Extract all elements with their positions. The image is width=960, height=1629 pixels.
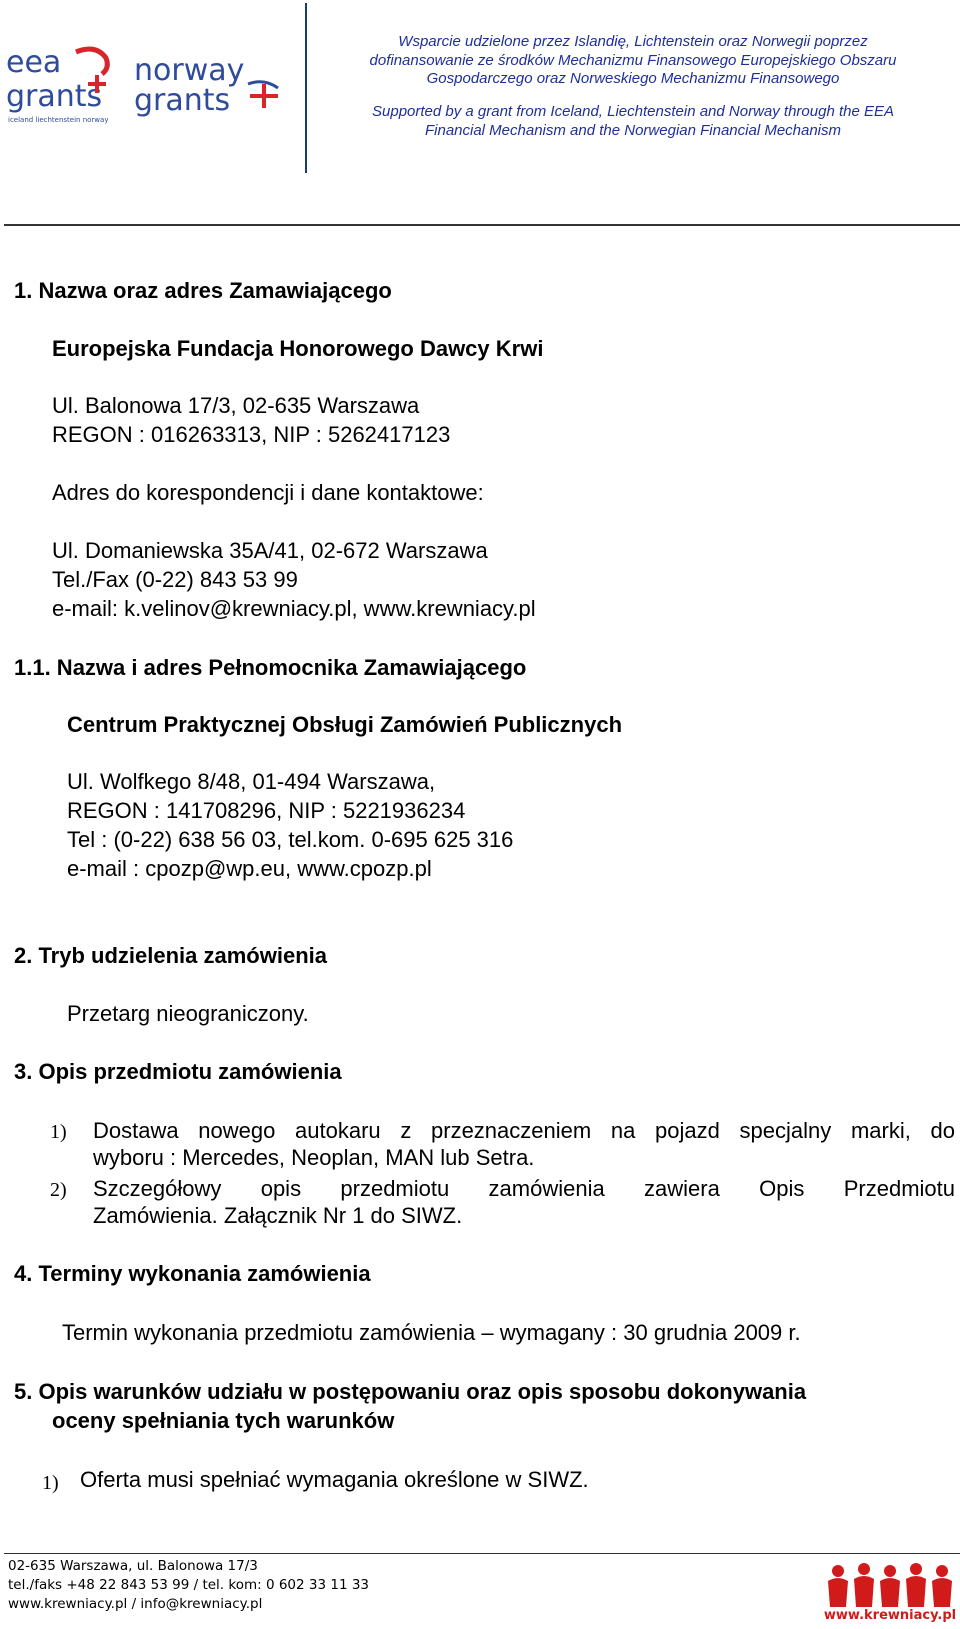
contracting-authority-address: Ul. Balonowa 17/3, 02-635 Warszawa xyxy=(52,393,420,418)
eea-logo-subtext: iceland liechtenstein norway xyxy=(8,116,109,124)
krewniacy-logo-text: www.krewniacy.pl xyxy=(823,1608,957,1623)
proxy-regon: REGON : 141708296, NIP : 5221936234 xyxy=(67,798,466,823)
section-5-heading: 5. Opis warunków udziału w postępowaniu oraz opis sposobu dokonywania xyxy=(14,1379,807,1404)
list-item-line: wyboru : Mercedes, Neoplan, MAN lub Setra. xyxy=(93,1145,535,1170)
header-en-line: Supported by a grant from Iceland, Liechtenstein and Norway through the EEA xyxy=(372,103,894,120)
correspondence-label: Adres do korespondencji i dane kontaktowe: xyxy=(52,480,484,505)
proxy-name: Centrum Praktycznej Obsługi Zamówień Publicznych xyxy=(67,712,623,737)
proxy-address: Ul. Wolfkego 8/48, 01-494 Warszawa, xyxy=(67,769,436,794)
eea-swoosh-icon xyxy=(76,49,107,74)
header-text-en xyxy=(318,103,948,140)
footer-phone: tel./faks +48 22 843 53 99 / tel. kom: 0 602 33 11 33 xyxy=(8,1577,370,1593)
norway-cross-icon xyxy=(250,84,278,108)
header-divider xyxy=(4,224,960,226)
list-item-line: Dostawa nowego autokaru z przeznaczeniem na pojazd specjalny marki, do xyxy=(93,1118,955,1143)
section-1-1-heading: 1.1. Nazwa i adres Pełnomocnika Zamawiającego xyxy=(14,655,527,680)
krewniacy-figures-icon xyxy=(828,1563,952,1607)
contracting-authority-regon: REGON : 016263313, NIP : 5262417123 xyxy=(52,422,451,447)
list-item-line: Zamówienia. Załącznik Nr 1 do SIWZ. xyxy=(93,1203,463,1228)
section-5-heading-cont: oceny spełniania tych warunków xyxy=(52,1408,395,1433)
section-1-heading: 1. Nazwa oraz adres Zamawiającego xyxy=(14,278,392,303)
proxy-email: e-mail : cpozp@wp.eu, www.cpozp.pl xyxy=(67,856,432,881)
header-pl-line: Wsparcie udzielone przez Islandię, Lichtenstein oraz Norwegii poprzez xyxy=(398,33,868,50)
contracting-authority-name: Europejska Fundacja Honorowego Dawcy Krwi xyxy=(52,336,544,361)
eea-norway-grants-logo xyxy=(6,44,291,126)
correspondence-address: Ul. Domaniewska 35A/41, 02-672 Warszawa xyxy=(52,538,488,563)
section-3-heading: 3. Opis przedmiotu zamówienia xyxy=(14,1059,342,1084)
header-pl-line: dofinansowanie ze środków Mechanizmu Finansowego Europejskiego Obszaru xyxy=(369,51,897,69)
footer-divider xyxy=(4,1553,960,1554)
list-item xyxy=(93,1116,955,1145)
completion-deadline: Termin wykonania przedmiotu zamówienia – wymagany : 30 grudnia 2009 r. xyxy=(62,1320,801,1345)
header-en-line: Financial Mechanism and the Norwegian Financial Mechanism xyxy=(424,121,842,139)
proxy-phone: Tel : (0-22) 638 56 03, tel.kom. 0-695 625 316 xyxy=(67,827,514,852)
footer-web: www.krewniacy.pl / info@krewniacy.pl xyxy=(8,1596,263,1612)
list-number: 1) xyxy=(50,1121,67,1143)
list-number: 2) xyxy=(50,1179,67,1201)
eea-logo-text-1: eea xyxy=(6,45,62,80)
norway-logo-text-1: norway xyxy=(134,53,245,88)
norway-logo-text-2: grants xyxy=(134,83,231,118)
header-divider-vertical xyxy=(305,3,307,173)
list-item xyxy=(93,1174,955,1203)
header-text-pl xyxy=(318,33,948,89)
header-pl-line: Gospodarczego oraz Norweskiego Mechanizmu Finansowego xyxy=(426,70,840,87)
contact-phone: Tel./Fax (0-22) 843 53 99 xyxy=(52,567,298,592)
section-2-heading: 2. Tryb udzielenia zamówienia xyxy=(14,943,327,968)
list-item-line: Szczegółowy opis przedmiotu zamówienia zawiera Opis Przedmiotu xyxy=(93,1176,955,1201)
contact-email: e-mail: k.velinov@krewniacy.pl, www.krewniacy.pl xyxy=(52,596,536,621)
list-number: 1) xyxy=(42,1472,59,1494)
footer-address: 02-635 Warszawa, ul. Balonowa 17/3 xyxy=(8,1558,258,1574)
section-4-heading: 4. Terminy wykonania zamówienia xyxy=(14,1261,371,1286)
procedure-type: Przetarg nieograniczony. xyxy=(67,1001,309,1026)
list-item: Oferta musi spełniać wymagania określone w SIWZ. xyxy=(80,1467,589,1492)
eea-logo-text-2: grants xyxy=(6,79,103,114)
